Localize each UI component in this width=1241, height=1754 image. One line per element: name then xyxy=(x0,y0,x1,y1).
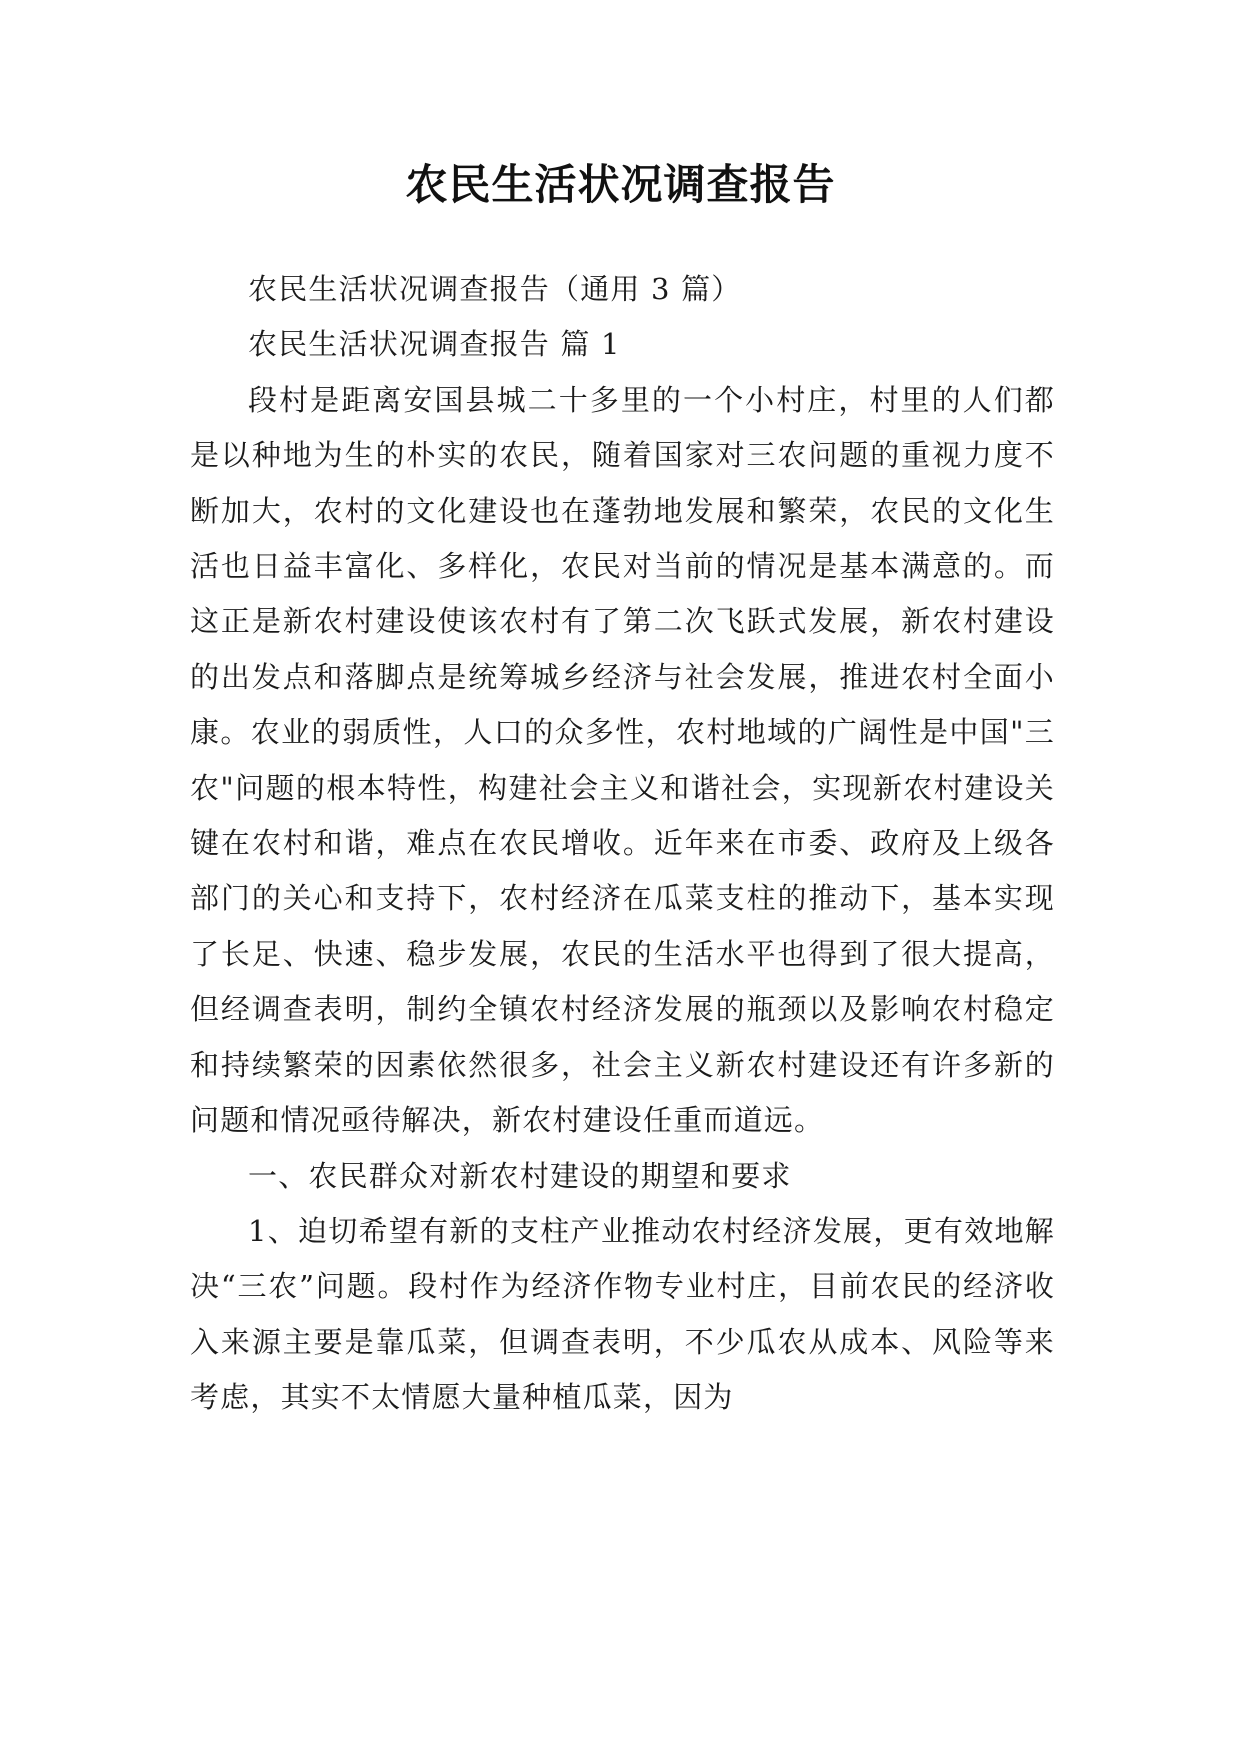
section-heading: 农民生活状况调查报告 篇 1 xyxy=(248,327,621,362)
body-paragraph: 段村是距离安国县城二十多里的一个小村庄，村里的人们都是以种地为生的朴实的农民，随着国家对三农问题的重视力度不断加大，农村的文化建设也在蓬勃地发展和繁荣，农民的文化生活也日益丰富化、多样化，农民对当前的情况是基本满意的。而这正是新农村建设使该农村有了第二次飞跃式发展，新农村建设的出发点和落脚点是统筹城乡经济与社会发展，推进农村全面小康。农业的弱质性，人口的众多性，农村地域的广阔性是中国"三农"问题的根本特性，构建社会主义和谐社会，实现新农村建设关键在农村和谐，难点在农民增收。近年来在市委、政府及上级各部门的关心和支持下，农村经济在瓜菜支柱的推动下，基本实现了长足、快速、稳步发展，农民的生活水平也得到了很大提高，但经调查表明，制约全镇农村经济发展的瓶颈以及影响农村稳定和持续繁荣的因素依然很多，社会主义新农村建设还有许多新的问题和情况亟待解决，新农村建设任重而道远。 xyxy=(190,382,1055,1138)
body-heading: 一、农民群众对新农村建设的期望和要求 xyxy=(248,1158,792,1193)
document-subtitle: 农民生活状况调查报告（通用 3 篇） xyxy=(248,272,742,306)
document-title: 农民生活状况调查报告 xyxy=(405,160,836,209)
document-body xyxy=(190,262,1055,1426)
body-paragraph: 1、迫切希望有新的支柱产业推动农村经济发展，更有效地解决“三农”问题。段村作为经济作物专业村庄，目前农民的经济收入来源主要是靠瓜菜，但调查表明，不少瓜农从成本、风险等来考虑，其实不太情愿大量种植瓜菜，因为 xyxy=(190,1213,1055,1415)
